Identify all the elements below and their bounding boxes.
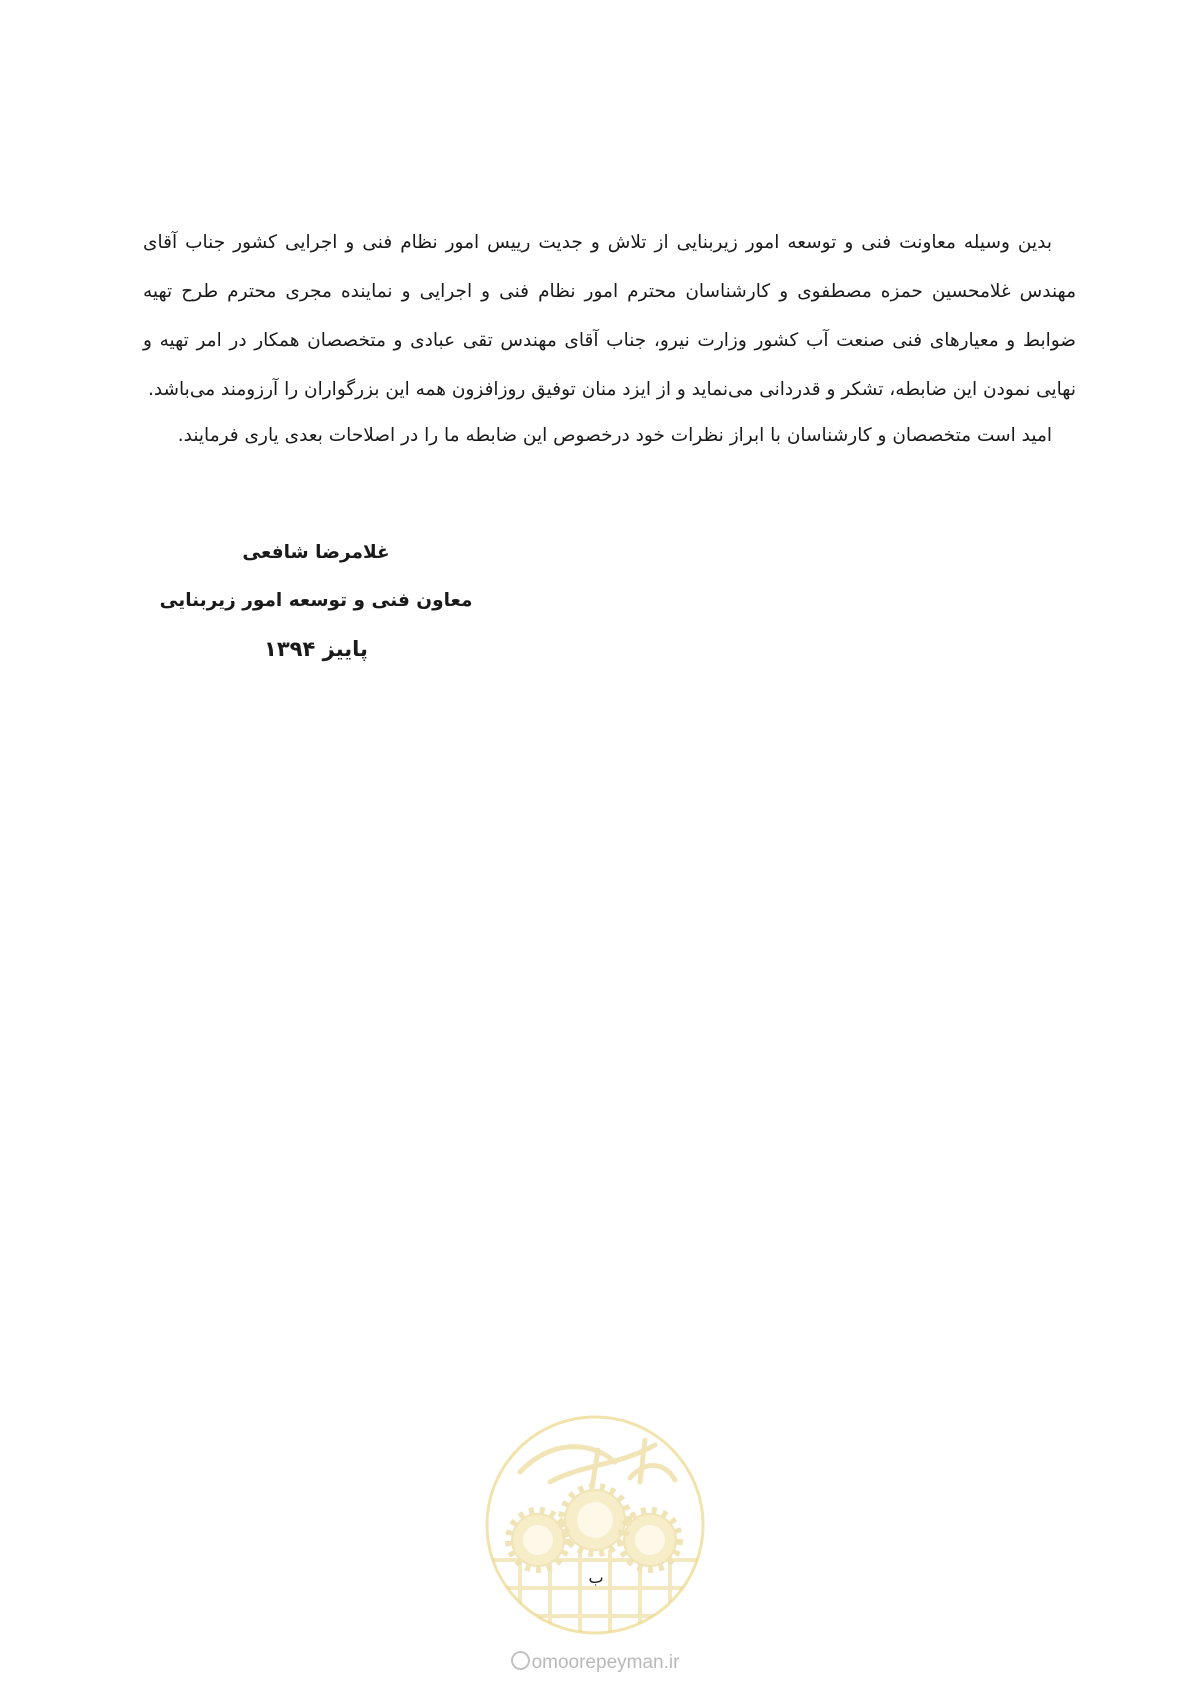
signature-block [150, 538, 482, 664]
signatory-title: معاون فنی و توسعه امور زیربنایی [159, 590, 473, 611]
signatory-name: غلامرضا شافعی [242, 542, 390, 563]
website-text: omoorepeyman.ir [531, 1652, 680, 1673]
acknowledgement-paragraph: بدین وسیله معاونت فنی و توسعه امور زیربنایی از تلاش و جدیت رییس امور نظام فنی و اجرایی کشور جناب آقای مهندس غلامحسین حمزه مصطفوی و کارشناسان محترم امور نظام فنی و اجرایی و نماینده مجری محترم طرح تهیه ضوابط و معیارهای فنی صنعت آب کشور وزارت نیرو، جناب آقای مهندس تقی عبادی و متخصصان همکار در امر تهیه و نهایی نمودن این ضابطه، تشکر و قدردانی می‌نماید و از ایزد منان توفیق روزافزون همه این بزرگواران را آرزومند می‌باشد. [143, 232, 1076, 400]
omoorepeyman-seal-icon [480, 1410, 710, 1640]
globe-icon [511, 1651, 530, 1670]
signature-date: پاییز ۱۳۹۴ [264, 637, 368, 661]
acknowledgement-text [143, 218, 1076, 460]
page-number: ب [588, 1568, 604, 1587]
feedback-paragraph: امید است متخصصان و کارشناسان با ابراز نظرات خود درخصوص این ضابطه ما را در اصلاحات بعدی یاری فرمایند. [177, 425, 1052, 446]
website-watermark [490, 1651, 700, 1674]
